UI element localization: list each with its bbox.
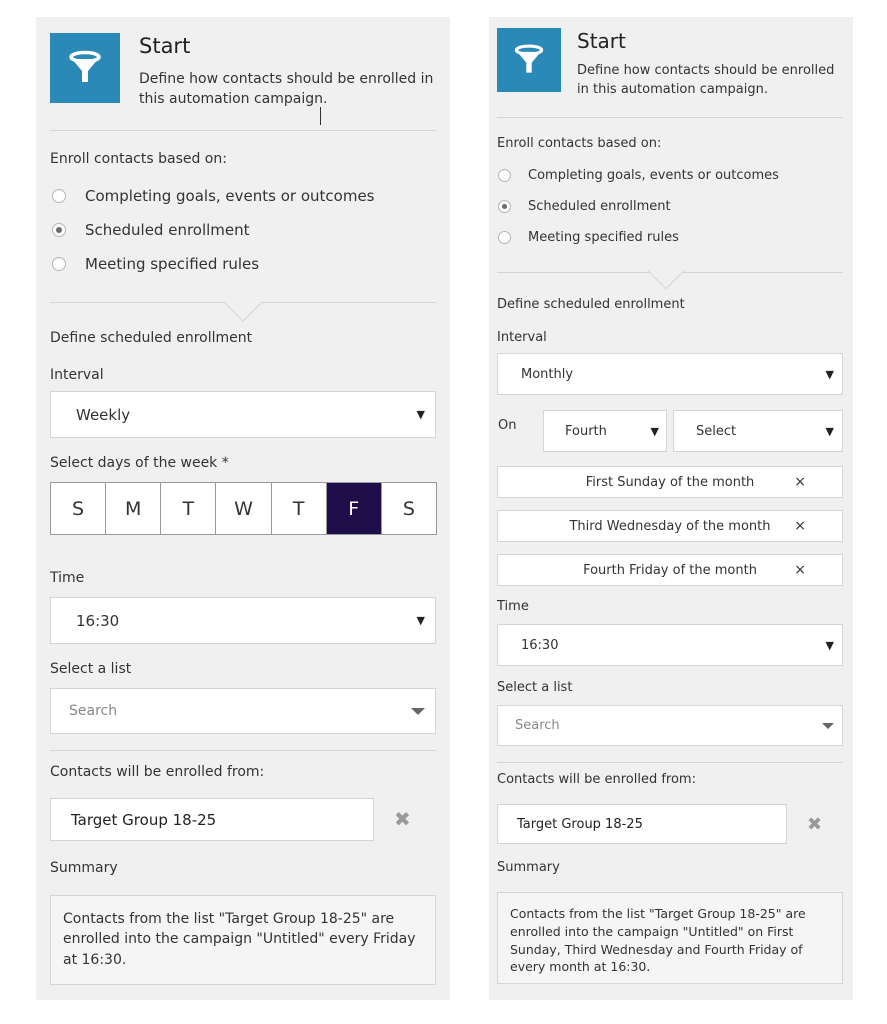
- interval-select[interactable]: [497, 353, 843, 395]
- day-button-tuesday[interactable]: T: [161, 483, 216, 534]
- schedule-heading: Define scheduled enrollment: [497, 297, 685, 312]
- caret-down-icon: ▼: [416, 614, 425, 627]
- close-icon[interactable]: ×: [794, 562, 806, 578]
- days-label: Select days of the week *: [50, 455, 229, 471]
- radio-button[interactable]: [52, 189, 66, 203]
- ordinal-value: Fourth: [565, 423, 607, 439]
- list-search-select[interactable]: [497, 705, 843, 746]
- summary-text: Contacts from the list "Target Group 18-25" are enrolled into the campaign "Untitled" every Friday at 16:30.: [63, 911, 416, 968]
- funnel-icon: [65, 48, 105, 88]
- day-button-sunday[interactable]: S: [51, 483, 106, 534]
- list-search-select[interactable]: [50, 688, 436, 734]
- radio-option-rules[interactable]: [498, 230, 679, 245]
- time-select[interactable]: [497, 624, 843, 666]
- interval-label: Interval: [50, 367, 104, 383]
- enrolled-from-label: Contacts will be enrolled from:: [497, 772, 696, 787]
- panel-title: Start: [139, 34, 191, 58]
- day-button-monday[interactable]: M: [106, 483, 161, 534]
- search-placeholder: Search: [515, 718, 560, 733]
- schedule-heading: Define scheduled enrollment: [50, 330, 253, 346]
- time-select[interactable]: [50, 597, 436, 644]
- section-pointer: [648, 253, 685, 290]
- close-icon[interactable]: ✖: [394, 807, 411, 831]
- summary-text: Contacts from the list "Target Group 18-25" are enrolled into the campaign "Untitled" on First Sunday, Third Wednesday and Fourth Friday of every month at 16:30.: [510, 906, 806, 975]
- caret-down-icon: [411, 708, 425, 715]
- close-icon[interactable]: ✖: [807, 814, 823, 835]
- summary-box: [497, 892, 843, 984]
- divider: [50, 750, 436, 751]
- text-cursor: [320, 107, 321, 125]
- radio-button[interactable]: [498, 169, 511, 182]
- funnel-logo: [50, 33, 120, 103]
- radio-option-goals[interactable]: [498, 168, 779, 183]
- search-placeholder: Search: [69, 703, 118, 719]
- summary-label: Summary: [497, 860, 560, 875]
- enroll-label: Enroll contacts based on:: [50, 151, 227, 167]
- panel-description: Define how contacts should be enrolled in this automation campaign.: [577, 63, 835, 97]
- radio-label: Meeting specified rules: [85, 255, 260, 273]
- enrolled-list-value: Target Group 18-25: [71, 810, 217, 829]
- day-button-thursday[interactable]: T: [272, 483, 327, 534]
- radio-option-scheduled[interactable]: [52, 221, 250, 239]
- radio-button-selected[interactable]: [498, 200, 511, 213]
- weekday-select[interactable]: [673, 410, 843, 452]
- caret-down-icon: [822, 723, 834, 729]
- panel-description: Define how contacts should be enrolled in this automation campaign.: [139, 71, 434, 108]
- summary-label: Summary: [50, 860, 118, 876]
- rule-tag: [497, 466, 843, 498]
- caret-down-icon: ▼: [416, 408, 425, 421]
- radio-label: Meeting specified rules: [528, 230, 679, 245]
- divider: [497, 117, 843, 118]
- divider: [50, 130, 436, 131]
- caret-down-icon: ▼: [825, 424, 834, 438]
- interval-label: Interval: [497, 330, 547, 345]
- radio-option-scheduled[interactable]: [498, 199, 671, 214]
- ordinal-select[interactable]: [543, 410, 667, 452]
- section-pointer: [223, 282, 263, 322]
- rule-tag: [497, 554, 843, 586]
- radio-button[interactable]: [498, 231, 511, 244]
- divider: [497, 762, 843, 763]
- enroll-label: Enroll contacts based on:: [497, 136, 662, 151]
- close-icon[interactable]: ×: [794, 518, 806, 534]
- radio-label: Scheduled enrollment: [85, 221, 250, 239]
- start-panel-monthly: [489, 17, 853, 1000]
- rule-tag: [497, 510, 843, 542]
- enrolled-list-value: Target Group 18-25: [517, 816, 643, 832]
- rule-tag-label: Fourth Friday of the month: [583, 562, 757, 578]
- interval-value: Weekly: [76, 405, 131, 424]
- close-icon[interactable]: ×: [794, 474, 806, 490]
- radio-label: Scheduled enrollment: [528, 199, 671, 214]
- radio-button-selected[interactable]: [52, 223, 66, 237]
- radio-option-rules[interactable]: [52, 255, 259, 273]
- radio-button[interactable]: [52, 257, 66, 271]
- time-value: 16:30: [521, 637, 559, 653]
- time-label: Time: [50, 570, 85, 586]
- radio-label: Completing goals, events or outcomes: [528, 168, 779, 183]
- rule-tag-label: Third Wednesday of the month: [569, 518, 771, 534]
- summary-box: [50, 895, 436, 985]
- panel-title: Start: [577, 29, 626, 53]
- enrolled-list-field[interactable]: [497, 804, 787, 844]
- list-label: Select a list: [497, 680, 573, 695]
- funnel-icon: [511, 42, 547, 78]
- caret-down-icon: ▼: [825, 638, 834, 652]
- radio-label: Completing goals, events or outcomes: [85, 187, 375, 205]
- day-button-saturday[interactable]: S: [402, 497, 415, 520]
- list-label: Select a list: [50, 661, 132, 677]
- start-panel-weekly: [36, 17, 450, 1000]
- rule-tag-label: First Sunday of the month: [585, 474, 755, 490]
- caret-down-icon: ▼: [650, 424, 659, 438]
- enrolled-list-field[interactable]: [50, 798, 374, 841]
- interval-value: Monthly: [521, 366, 574, 382]
- day-button-friday[interactable]: F: [327, 483, 382, 534]
- time-label: Time: [497, 599, 529, 614]
- enrolled-from-label: Contacts will be enrolled from:: [50, 764, 265, 780]
- interval-select[interactable]: [50, 391, 436, 438]
- day-picker: [50, 482, 437, 535]
- radio-option-goals[interactable]: [52, 187, 375, 205]
- caret-down-icon: ▼: [825, 367, 834, 381]
- time-value: 16:30: [76, 611, 120, 630]
- weekday-value: Select: [696, 423, 737, 439]
- on-label: On: [498, 418, 517, 433]
- funnel-logo: [497, 28, 561, 92]
- day-button-wednesday[interactable]: W: [216, 483, 271, 534]
